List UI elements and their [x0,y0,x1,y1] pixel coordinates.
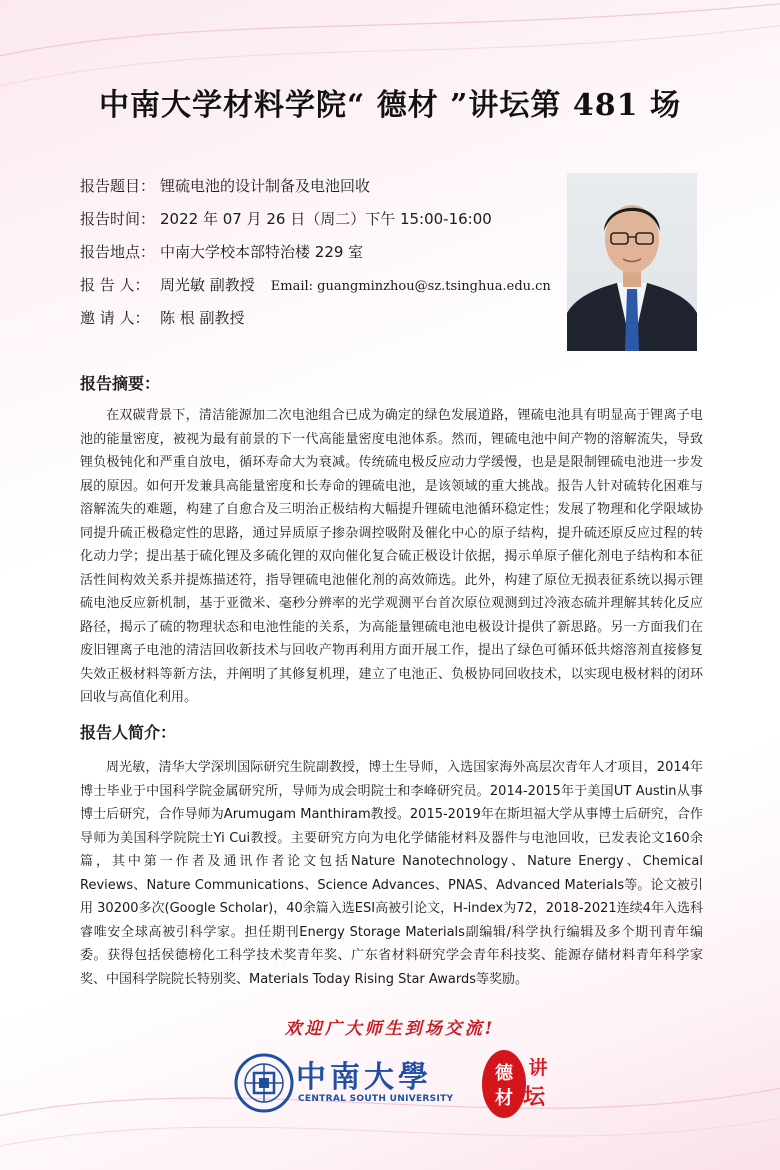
inviter-label: 邀 请 人： [80,309,150,327]
speaker-value: 周光敏 副教授 [160,276,255,294]
topic-label: 报告题目： [80,177,156,195]
speaker-email: Email: guangminzhou@sz.tsinghua.edu.cn [270,279,551,294]
bio-heading: 报告人简介： [80,723,177,742]
decai-seal-icon [478,1046,552,1120]
csu-english-name: CENTRAL SOUTH UNIVERSITY [298,1094,454,1104]
svg-text:坛: 坛 [522,1084,546,1110]
page-title: 中南大学材料学院“ 德材 ”讲坛第 481 场 [99,88,681,123]
svg-text:德: 德 [495,1063,513,1084]
csu-logo [234,1050,454,1116]
csu-emblem-icon [234,1053,294,1113]
time-label: 报告时间： [80,210,156,228]
info-time [80,203,580,236]
info-location [80,236,580,269]
abstract-heading: 报告摘要： [80,374,161,393]
bio-text: 周光敏，清华大学深圳国际研究生院副教授，博士生导师，入选国家海外高层次青年人才项目，2014年博士毕业于中国科学院金属研究所，导师为成会明院士和李峰研究员。2014-2015年于美国UT Austin从事博士后研究，合作导师为Arumugam Manthiram教授。2015-2019年在斯坦福大学从事博士后研究，合作导师为美国科学院院士Yi Cui教授。主要研究方向为电化学储能材料及器件与电池回收，已发表论文160余篇，其中第一作者及通讯作者论文包括Nature Nanotechnology、Nature Energy、Chemical Reviews、Nature Communications、Science Advances、PNAS、Advanced Materials等。论文被引用 30200多次(Google Scholar)，40余篇入选ESI高被引论文，H-index为72，2018-2021连续4年入选科睿唯安全球高被引科学家。担任期刊Energy Storage Materials副编辑/科学执行编辑及多个期刊青年编委。获得包括侯德榜化工科学技术奖青年奖、广东省材料研究学会青年科技奖、能源存储材料青年科学家奖、中国科学院院长特别奖、Materials Today Rising Star Awards等奖励。 [80,760,703,987]
inviter-value: 陈 根 副教授 [160,309,245,327]
time-value: 2022 年 07 月 26 日（周二）下午 15:00-16:00 [160,210,492,228]
speaker-label: 报 告 人： [80,276,150,294]
event-info [80,170,580,335]
info-inviter [80,302,580,335]
svg-text:讲: 讲 [528,1057,548,1079]
location-label: 报告地点： [80,243,156,261]
abstract-text: 在双碳背景下，清洁能源加二次电池组合已成为确定的绿色发展道路，锂硫电池具有明显高于锂离子电池的能量密度，被视为最有前景的下一代高能量密度电池体系。然而，锂硫电池中间产物的溶解流失，导致锂负极钝化和严重自放电，循环寿命大为衰减。传统硫电极反应动力学缓慢，也是是限制锂硫电池进一步发展的原因。如何开发兼具高能量密度和长寿命的锂硫电池，是该领域的重大挑战。报告人针对硫转化困难与溶解流失的难题，构建了自愈合及三明治正极结构大幅提升锂硫电池循环稳定性；发展了物理和化学限域协同提升硫正极稳定性的思路，通过异质原子掺杂调控吸附及催化中心的原子结构，提升硫还原反应过程的转化动力学；提出基于硫化锂及多硫化锂的双向催化复合硫正极设计依据，揭示单原子催化剂电子结构和本征活性间构效关系并提炼描述符，指导锂硫电池催化剂的高效筛选。此外，构建了原位无损表征系统以揭示锂硫电池反应新机制，基于亚微米、毫秒分辨率的光学观测平台首次原位观测到过冷液态硫并理解其转化反应路径，揭示了硫的物理状态和电池性能的关系，为高能量锂硫电池电极设计提供了新思路。另一方面我们在废旧锂离子电池的清洁回收新技术与回收产物再利用方面开展工作，提出了绿色可循环低共熔溶剂直接修复失效正极材料等新方法，并阐明了其修复机理，建立了电池正、负极协同回收技术，以实现电极材料的闭环回收与高值化利用。 [80,408,703,705]
welcome-message: 欢迎广大师生到场交流! [284,1019,496,1039]
info-speaker [80,269,580,302]
decai-forum-logo [478,1046,552,1120]
location-value: 中南大学校本部特治楼 229 室 [160,243,364,261]
topic-value: 锂硫电池的设计制备及电池回收 [160,177,371,195]
info-topic [80,170,580,203]
speaker-photo [567,173,697,351]
svg-text:材: 材 [495,1088,513,1109]
csu-chinese-name: 中南大學 [296,1060,432,1095]
